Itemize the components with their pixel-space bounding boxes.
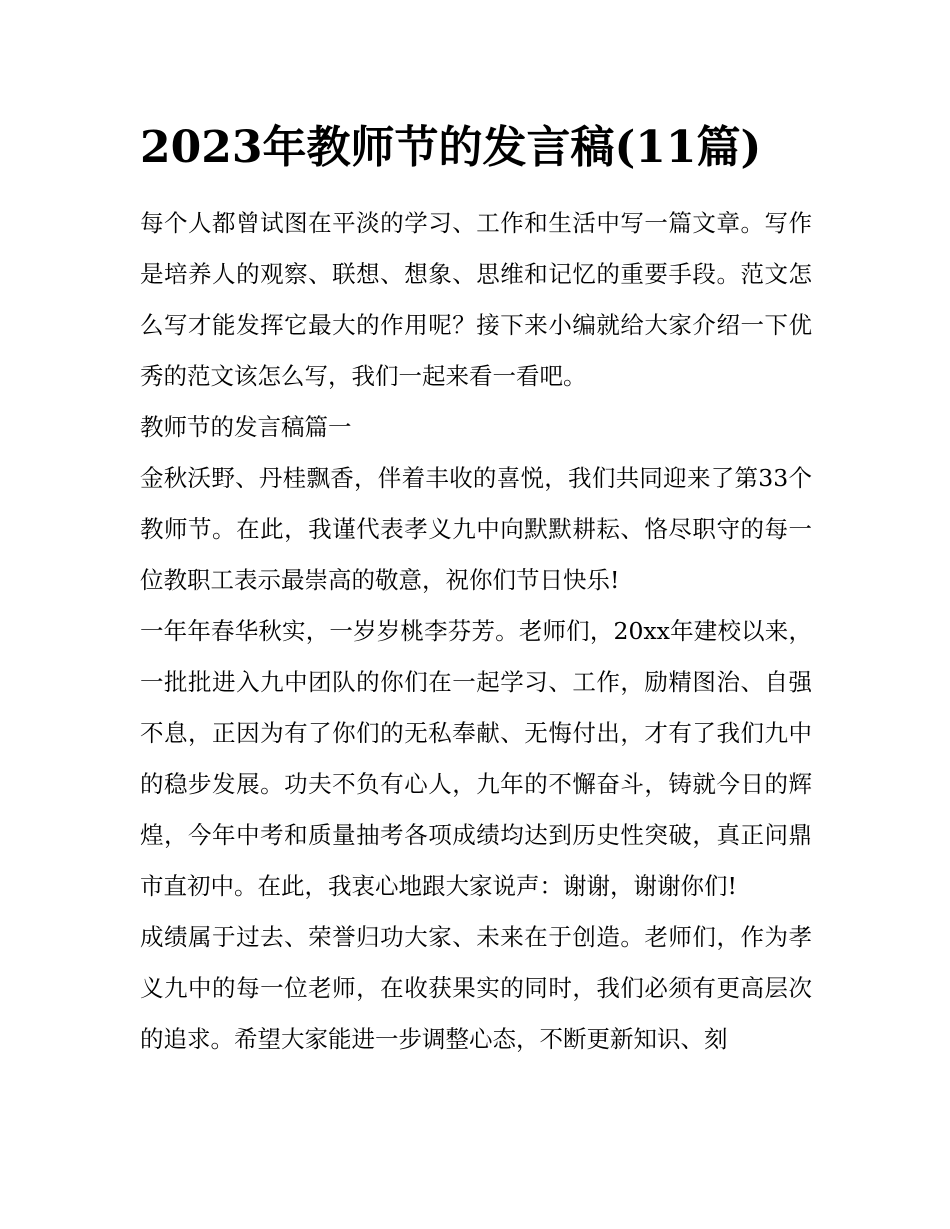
section-heading: 教师节的发言稿篇一 [140,413,352,441]
document-title: 2023年教师节的发言稿(11篇) [140,122,762,173]
body-paragraph: 金秋沃野、丹桂飘香，伴着丰收的喜悦，我们共同迎来了第33个教师节。在此，我谨代表孝义九中向默默耕耘、恪尽职守的每一位教职工表示最崇高的敬意，祝你们节日快乐! [140,464,812,594]
document-body [140,198,812,1065]
intro-paragraph: 每个人都曾试图在平淡的学习、工作和生活中写一篇文章。写作是培养人的观察、联想、想象、思维和记忆的重要手段。范文怎么写才能发挥它最大的作用呢？接下来小编就给大家介绍一下优秀的范文该怎么写，我们一起来看一看吧。 [140,209,812,390]
body-paragraph: 一年年春华秋实，一岁岁桃李芬芳。老师们，20xx年建校以来，一批批进入九中团队的你们在一起学习、工作，励精图治、自强不息，正因为有了你们的无私奉献、无悔付出，才有了我们九中的稳步发展。功夫不负有心人，九年的不懈奋斗，铸就今日的辉煌，今年中考和质量抽考各项成绩均达到历史性突破，真正问鼎市直初中。在此，我衷心地跟大家说声：谢谢，谢谢你们! [140,617,812,900]
body-paragraph: 成绩属于过去、荣誉归功大家、未来在于创造。老师们，作为孝义九中的每一位老师，在收获果实的同时，我们必须有更高层次的追求。希望大家能进一步调整心态，不断更新知识、刻 [140,923,812,1053]
